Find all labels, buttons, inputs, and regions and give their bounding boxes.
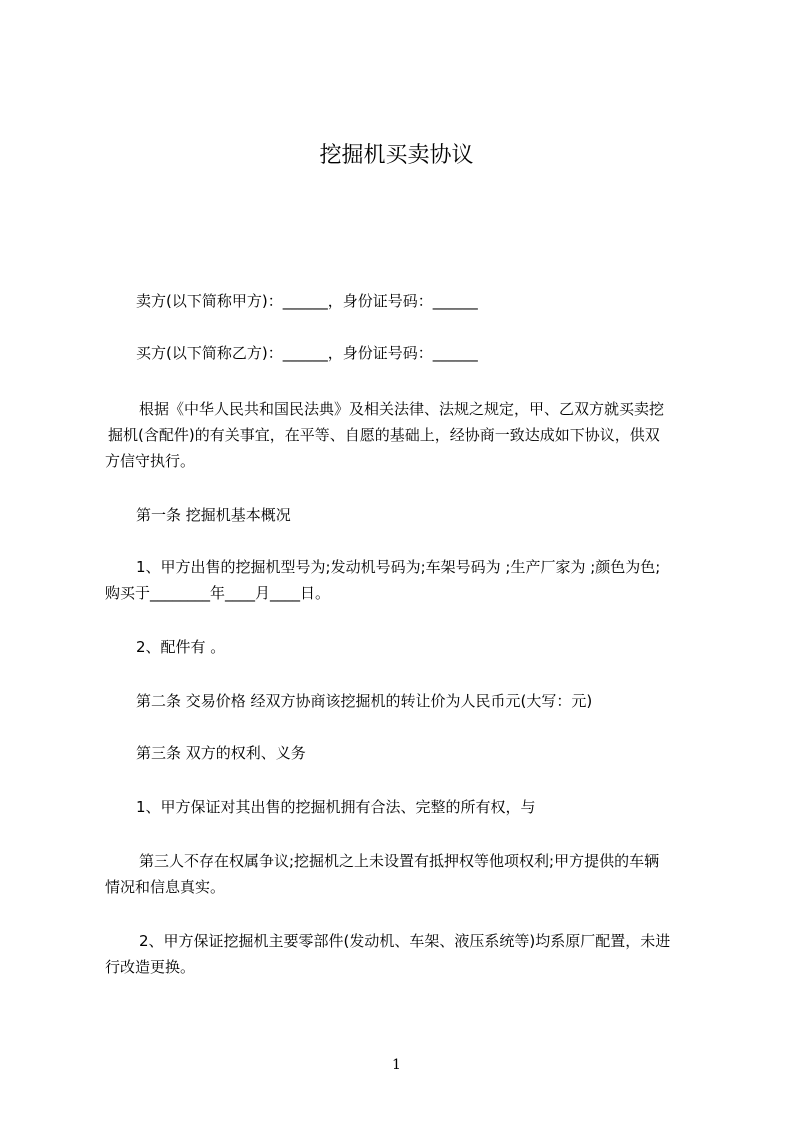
article-3-item-1-line-2: 第三人不存在权属争议;挖掘机之上未设置有抵押权等他项权利;甲方提供的车辆 <box>139 852 660 870</box>
page-number: 1 <box>392 1057 401 1073</box>
article-2-line: 第二条 交易价格 经双方协商该挖掘机的转让价为人民币元(大写：元) <box>136 692 593 710</box>
preamble-line-2: 掘机(含配件)的有关事宜，在平等、自愿的基础上，经协商一致达成如下协议，供双 <box>108 426 660 444</box>
article-3-item-2-line-1: 2、甲方保证挖掘机主要零部件(发动机、车架、液压系统等)均系原厂配置，未进 <box>139 932 671 950</box>
article-1-item-1-line-2: 购买于________年____月____日。 <box>105 584 331 602</box>
preamble-line-3: 方信守执行。 <box>105 452 196 470</box>
article-3-item-2-line-2: 行改造更换。 <box>105 958 196 976</box>
article-1-heading: 第一条 挖掘机基本概况 <box>136 506 291 524</box>
article-3-heading: 第三条 双方的权利、义务 <box>136 744 306 762</box>
document-title: 挖掘机买卖协议 <box>319 143 474 168</box>
article-1-item-1-line-1: 1、甲方出售的挖掘机型号为;发动机号码为;车架号码为 ;生产厂家为 ;颜色为色; <box>136 558 661 576</box>
article-3-item-1-line-3: 情况和信息真实。 <box>105 878 226 896</box>
preamble-line-1: 根据《中华人民共和国民法典》及相关法律、法规之规定，甲、乙双方就买卖挖 <box>139 400 665 418</box>
article-3-item-1-line-1: 1、甲方保证对其出售的挖掘机拥有合法、完整的所有权，与 <box>136 798 536 816</box>
seller-info-line: 卖方(以下简称甲方)：______，身份证号码：______ <box>136 292 478 310</box>
buyer-info-line: 买方(以下简称乙方)：______，身份证号码：______ <box>136 344 478 362</box>
article-1-item-2: 2、配件有 。 <box>136 638 226 656</box>
